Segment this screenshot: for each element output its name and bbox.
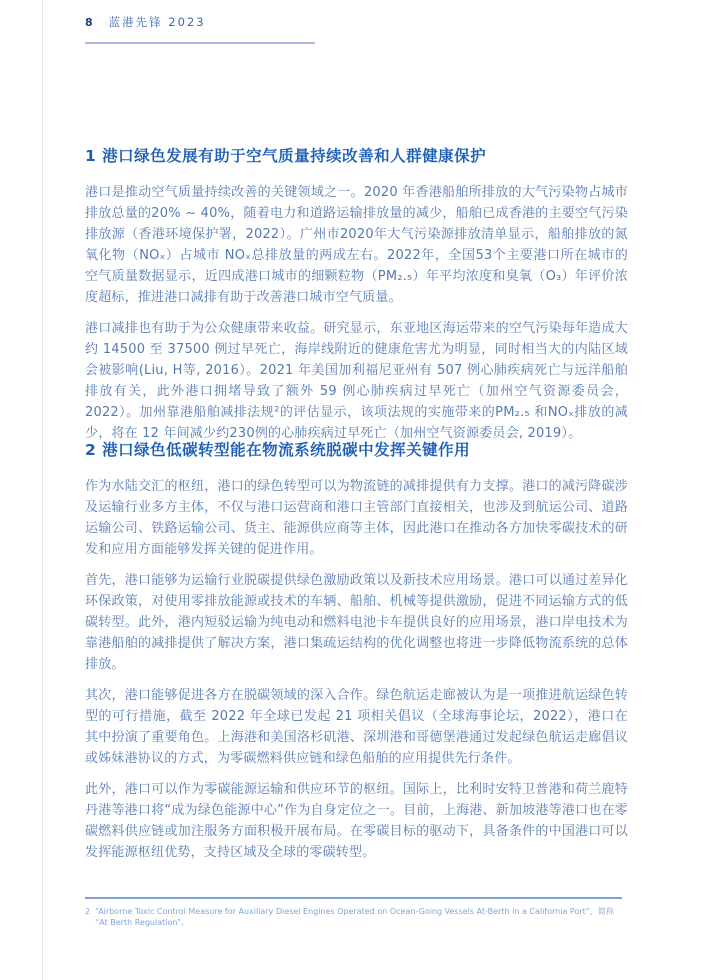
page-header (85, 14, 206, 30)
paragraph: 港口是推动空气质量持续改善的关键领域之一。2020 年香港船舶所排放的大气污染物占城市排放总量的20% ~ 40%，随着电力和道路运输排放量的减少，船舶已成香港的主要空气污染排放源（香港环境保护署，2022）。广州市2020年大气污染源排放清单显示，船舶排放的氮氧化物（NOₓ）占城市 NOₓ总排放量的两成左右。2022年，全国53个主要港口所在城市的空气质量数据显示，近四成港口城市的细颗粒物（PM₂.₅）年平均浓度和臭氧（O₃）年评价浓度超标，推进港口减排有助于改善港口城市空气质量。 (85, 185, 628, 305)
section-1-heading: 1 港口绿色发展有助于空气质量持续改善和人群健康保护 (85, 147, 487, 165)
paragraph: 作为水陆交汇的枢纽，港口的绿色转型可以为物流链的减排提供有力支撑。港口的减污降碳涉及运输行业多方主体，不仅与港口运营商和港口主管部门直接相关，也涉及到航运公司、道路运输公司、铁路运输公司、货主、能源供应商等主体，因此港口在推动各方加快零碳技术的研发和应用方面能够发挥关键的促进作用。 (85, 479, 628, 557)
footnote-separator (85, 897, 622, 899)
paragraph: 港口减排也有助于为公众健康带来收益。研究显示，东亚地区海运带来的空气污染每年造成大约 14500 至 37500 例过早死亡，海岸线附近的健康危害尤为明显，同时相当大的内陆区域会被影响(Liu, H等, 2016）。2021 年美国加利福尼亚州有 507 例心肺疾病死亡与远洋船舶排放有关，此外港口拥堵导致了额外 59 例心肺疾病过早死亡（加州空气资源委员会，2022）。加州靠港船舶减排法规²的评估显示，该项法规的实施带来的PM₂.₅ 和NOₓ排放的减少，将在 12 年间减少约230例的心肺疾病过早死亡（加州空气资源委员会, 2019）。 (85, 321, 628, 441)
paragraph: 此外，港口可以作为零碳能源运输和供应环节的枢纽。国际上，比利时安特卫普港和荷兰鹿特丹港等港口将“成为绿色能源中心”作为自身定位之一。目前，上海港、新加坡港等港口也在零碳燃料供应链或加注服务方面积极开展布局。在零碳目标的驱动下，具备条件的中国港口可以发挥能源枢纽优势，支持区域及全球的零碳转型。 (85, 782, 628, 860)
publication-title: 蓝港先锋 2023 (108, 15, 206, 29)
header-rule (85, 42, 315, 44)
paragraph: 其次，港口能够促进各方在脱碳领域的深入合作。绿色航运走廊被认为是一项推进航运绿色转型的可行措施，截至 2022 年全球已发起 21 项相关倡议（全球海事论坛，2022），港口在其中扮演了重要角色。上海港和美国洛杉矶港、深圳港和哥德堡港通过发起绿色航运走廊倡议或姊妹港协议的方式，为零碳燃料供应链和绿色船舶的应用提供先行条件。 (85, 688, 628, 766)
footnote (85, 906, 622, 928)
section-2 (85, 440, 628, 873)
footnote-number: 2 (85, 907, 91, 916)
page-left-rule (42, 0, 43, 980)
section-2-heading: 2 港口绿色低碳转型能在物流系统脱碳中发挥关键作用 (85, 441, 471, 459)
paragraph: 首先，港口能够为运输行业脱碳提供绿色激励政策以及新技术应用场景。港口可以通过差异化环保政策，对使用零排放能源或技术的车辆、船舶、机械等提供激励，促进不同运输方式的低碳转型。此外，港内短驳运输为纯电动和燃料电池卡车提供良好的应用场景，港口岸电技术为靠港船舶的减排提供了解决方案，港口集疏运结构的优化调整也将进一步降低物流系统的总体排放。 (85, 573, 628, 672)
footnote-text: “Airborne Toxic Control Measure for Auxiliary Diesel Engines Operated on Ocean-Going Vessels At-Berth in a California Port”，简称 “At Berth Regulation”。 (95, 907, 614, 927)
section-1 (85, 146, 628, 454)
page-number: 8 (85, 16, 93, 29)
